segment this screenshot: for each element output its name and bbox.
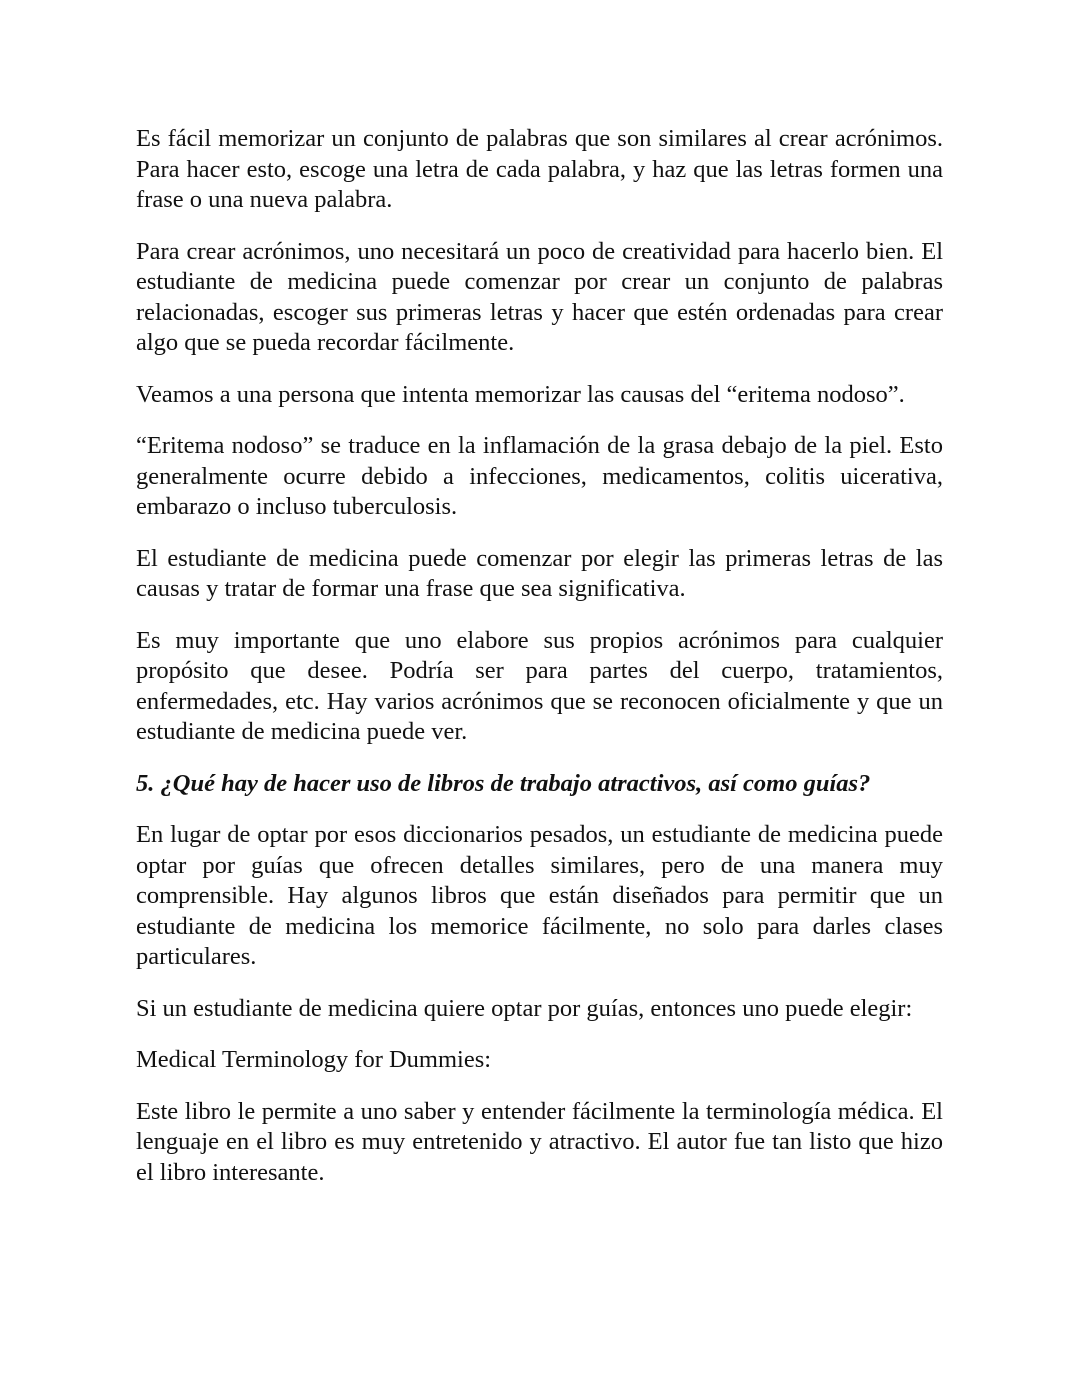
document-page bbox=[136, 124, 943, 1209]
paragraph-guides: En lugar de optar por esos diccionarios pesados, un estudiante de medicina puede optar por guías que ofrecen detalles similares, pero de una manera muy comprensible. Hay algunos libros que están diseñados para permitir que un estudiante de medicina los memorice fácilmente, no solo para darles clases particulares. bbox=[136, 821, 943, 970]
paragraph-creativity: Para crear acrónimos, uno necesitará un poco de creatividad para hacerlo bien. El estudiante de medicina puede comenzar por crear un conjunto de palabras relacionadas, escoger sus primeras letras y hacer que estén ordenadas para crear algo que se pueda recordar fácilmente. bbox=[136, 237, 943, 356]
book-title: Medical Terminology for Dummies: bbox=[136, 1046, 492, 1073]
section-heading: 5. ¿Qué hay de hacer uso de libros de trabajo atractivos, así como guías? bbox=[136, 769, 871, 797]
paragraph-acronyms-intro: Es fácil memorizar un conjunto de palabras que son similares al crear acrónimos. Para hacer esto, escoge una letra de cada palabra, y haz que las letras formen una frase o una nueva palabra. bbox=[136, 125, 943, 213]
paragraph-example-intro: Veamos a una persona que intenta memorizar las causas del “eritema nodoso”. bbox=[136, 380, 905, 408]
paragraph-own-acronyms: Es muy importante que uno elabore sus propios acrónimos para cualquier propósito que desee. Podría ser para partes del cuerpo, tratamientos, enfermedades, etc. Hay varios acrónimos que se reconocen oficialmente y que un estudiante de medicina puede ver. bbox=[136, 626, 943, 745]
paragraph-book-description: Este libro le permite a uno saber y entender fácilmente la terminología médica. El lenguaje en el libro es muy entretenido y atractivo. El autor fue tan listo que hizo el libro interesante. bbox=[136, 1097, 943, 1186]
paragraph-eritema-definition: “Eritema nodoso” se traduce en la inflamación de la grasa debajo de la piel. Esto generalmente ocurre debido a infecciones, medicamentos, colitis uicerativa, embarazo o incluso tuberculosis. bbox=[136, 432, 943, 520]
paragraph-first-letters: El estudiante de medicina puede comenzar por elegir las primeras letras de las causas y tratar de formar una frase que sea significativa. bbox=[136, 544, 943, 602]
paragraph-choose-guides: Si un estudiante de medicina quiere optar por guías, entonces uno puede elegir: bbox=[136, 994, 913, 1022]
